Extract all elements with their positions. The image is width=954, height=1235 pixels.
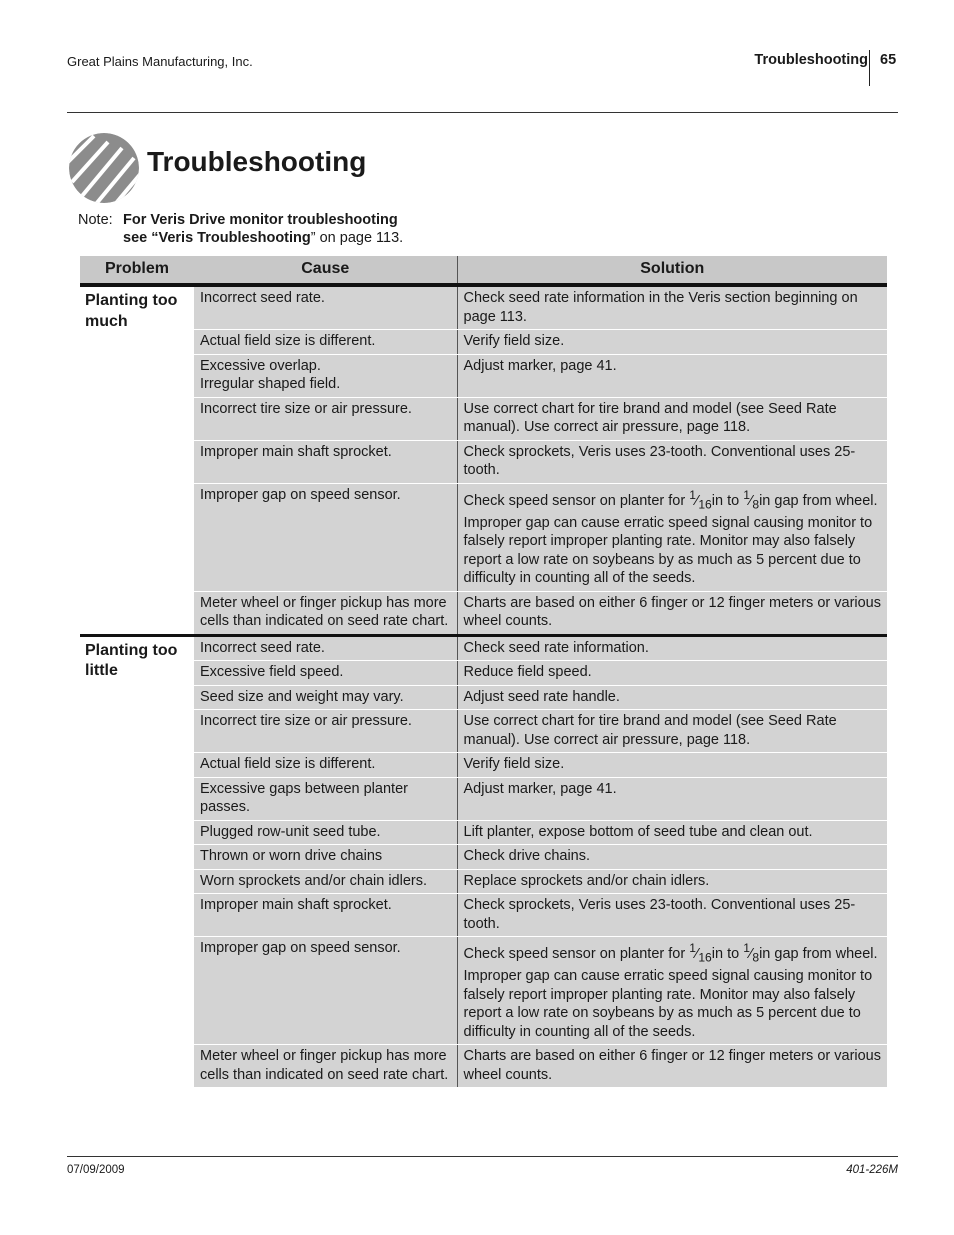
- solution-cell: Check sprockets, Veris uses 23-tooth. Conventional uses 25-tooth.: [457, 894, 887, 937]
- fraction-numerator: 1: [689, 941, 696, 956]
- solution-text: in gap from wheel. Improper gap can cause erratic speed signal causing monitor to falsely report improper planting rate. Monitor may also falsely report a low rate on soybeans by as much as 5 percent due to difficulty in counting all of the seeds.: [463, 946, 878, 1040]
- table-row: [80, 869, 887, 894]
- fraction-denominator: 16: [698, 497, 712, 512]
- cause-cell: Plugged row-unit seed tube.: [194, 820, 457, 845]
- solution-cell: Adjust seed rate handle.: [457, 685, 887, 710]
- solution-cell: Charts are based on either 6 finger or 12 finger meters or various wheel counts.: [457, 1045, 887, 1088]
- cause-cell: Thrown or worn drive chains: [194, 845, 457, 870]
- solution-cell: Charts are based on either 6 finger or 12 finger meters or various wheel counts.: [457, 591, 887, 635]
- table-row: [80, 483, 887, 591]
- header-solution: Solution: [457, 256, 887, 285]
- table-row: [80, 753, 887, 778]
- table-row: [80, 820, 887, 845]
- table-row: [80, 777, 887, 820]
- table-row: [80, 635, 887, 661]
- header-divider: [869, 50, 870, 86]
- solution-cell: Verify field size.: [457, 330, 887, 355]
- table-row: [80, 285, 887, 330]
- cause-cell: Actual field size is different.: [194, 330, 457, 355]
- note-line2-bold: see “Veris Troubleshooting: [123, 230, 311, 246]
- header-rule: [67, 112, 898, 113]
- table-header-row: [80, 256, 887, 285]
- problem-cell: Planting too much: [80, 285, 194, 635]
- solution-cell: Verify field size.: [457, 753, 887, 778]
- note-line2-rest: ” on page 113.: [310, 230, 404, 246]
- cause-line: Irregular shaped field.: [200, 376, 341, 392]
- table-row: [80, 354, 887, 397]
- page-title: Troubleshooting: [147, 146, 367, 177]
- solution-cell: Reduce field speed.: [457, 661, 887, 686]
- solution-text: in to: [711, 492, 744, 509]
- cause-cell: Excessive gaps between planter passes.: [194, 777, 457, 820]
- header-cause: Cause: [194, 256, 457, 285]
- solution-cell: Replace sprockets and/or chain idlers.: [457, 869, 887, 894]
- solution-cell: Check speed sensor on planter for $^1⁄_{16}in$ to $^1⁄_8in$ gap from wheel. Improper gap can cause erratic speed signal causing monitor to falsely report improper planting rate. Monitor may also falsely report a low rate on soybeans by as much as 5 percent due to difficulty in counting all of the seeds.: [457, 483, 887, 591]
- solution-cell: Adjust marker, page 41.: [457, 777, 887, 820]
- cause-cell: Worn sprockets and/or chain idlers.: [194, 869, 457, 894]
- diagonal-stripes-circle-logo: [68, 132, 140, 204]
- solution-cell: Check seed rate information.: [457, 635, 887, 661]
- cause-cell: Excessive field speed.: [194, 661, 457, 686]
- cause-cell: [194, 354, 457, 397]
- note-line1: For Veris Drive monitor troubleshooting: [123, 212, 398, 228]
- table-row: [80, 685, 887, 710]
- solution-text: Check speed sensor on planter for: [463, 946, 690, 963]
- fraction-numerator: 1: [689, 487, 696, 502]
- table-row: [80, 591, 887, 635]
- fraction-numerator: 1: [743, 941, 750, 956]
- header-company: Great Plains Manufacturing, Inc.: [67, 54, 253, 69]
- solution-cell: Use correct chart for tire brand and model (see Seed Rate manual). Use correct air pressure, page 118.: [457, 710, 887, 753]
- cause-cell: Meter wheel or finger pickup has more cells than indicated on seed rate chart.: [194, 1045, 457, 1088]
- table-row: [80, 440, 887, 483]
- solution-cell: Check speed sensor on planter for $^1⁄_{16}in$ to $^1⁄_8in$ gap from wheel. Improper gap can cause erratic speed signal causing monitor to falsely report improper planting rate. Monitor may also falsely report a low rate on soybeans by as much as 5 percent due to difficulty in counting all of the seeds.: [457, 937, 887, 1045]
- table-row: [80, 1045, 887, 1088]
- cause-cell: Incorrect seed rate.: [194, 285, 457, 330]
- solution-cell: Check drive chains.: [457, 845, 887, 870]
- solution-text: in to: [711, 946, 744, 963]
- cause-cell: Actual field size is different.: [194, 753, 457, 778]
- problem-cell: Planting too little: [80, 635, 194, 1087]
- footer-rule: [67, 1156, 898, 1157]
- note-label: Note:: [78, 212, 113, 228]
- solution-cell: Check sprockets, Veris uses 23-tooth. Conventional uses 25-tooth.: [457, 440, 887, 483]
- cause-line: Excessive overlap.: [200, 357, 321, 374]
- cause-cell: Seed size and weight may vary.: [194, 685, 457, 710]
- footer-doc-number: 401-226M: [846, 1164, 898, 1176]
- footer-date: 07/09/2009: [67, 1164, 125, 1176]
- note: [78, 211, 403, 247]
- cause-cell: Incorrect tire size or air pressure.: [194, 710, 457, 753]
- troubleshooting-table: [80, 256, 887, 1087]
- cause-cell: Meter wheel or finger pickup has more cells than indicated on seed rate chart.: [194, 591, 457, 635]
- cause-cell: Improper gap on speed sensor.: [194, 483, 457, 591]
- cause-cell: Incorrect seed rate.: [194, 635, 457, 661]
- table-row: [80, 845, 887, 870]
- header-section: Troubleshooting: [754, 52, 868, 68]
- table-row: [80, 397, 887, 440]
- table-row: [80, 710, 887, 753]
- table-row: [80, 661, 887, 686]
- solution-text: Check speed sensor on planter for: [463, 492, 690, 509]
- fraction-denominator: 8: [752, 950, 760, 965]
- cause-cell: Incorrect tire size or air pressure.: [194, 397, 457, 440]
- table-row: [80, 330, 887, 355]
- cause-cell: Improper main shaft sprocket.: [194, 440, 457, 483]
- fraction-denominator: 16: [698, 950, 712, 965]
- cause-cell: Improper gap on speed sensor.: [194, 937, 457, 1045]
- solution-cell: Lift planter, expose bottom of seed tube and clean out.: [457, 820, 887, 845]
- fraction-numerator: 1: [743, 487, 750, 502]
- cause-cell: Improper main shaft sprocket.: [194, 894, 457, 937]
- fraction-denominator: 8: [752, 497, 760, 512]
- solution-cell: Adjust marker, page 41.: [457, 354, 887, 397]
- header-problem: Problem: [80, 256, 194, 285]
- table-row: [80, 894, 887, 937]
- page-number: 65: [880, 52, 897, 68]
- solution-text: in gap from wheel. Improper gap can cause erratic speed signal causing monitor to falsely report improper planting rate. Monitor may also falsely report a low rate on soybeans by as much as 5 percent due to difficulty in counting all of the seeds.: [463, 492, 878, 587]
- solution-cell: Check seed rate information in the Veris section beginning on page 113.: [457, 285, 887, 330]
- table-row: [80, 937, 887, 1045]
- solution-cell: Use correct chart for tire brand and model (see Seed Rate manual). Use correct air pressure, page 118.: [457, 397, 887, 440]
